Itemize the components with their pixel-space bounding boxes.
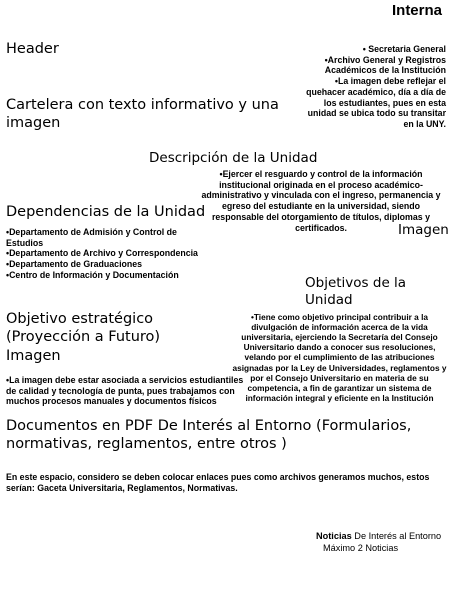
noticias-line-2: Máximo 2 Noticias (323, 542, 399, 553)
imagen-note: •La imagen debe estar asociada a servicios estudiantiles de calidad y tecnología de punta, pues trabajamos con muchos procesos manuales y documentos físicos (6, 375, 244, 407)
descripcion-label: Descripción de la Unidad (149, 150, 318, 166)
noticias-bold: Noticias (316, 531, 352, 541)
objetivo-estrategico-label: Objetivo estratégico (Proyección a Futuro) (6, 311, 161, 346)
header-label: Header (6, 41, 59, 57)
documentos-text: En este espacio, considero se deben colocar enlaces pues como archivos generamos muchos, estos serían: Gaceta Universitaria, Reglamentos, Normativas. (6, 472, 430, 493)
documentos-label: Documentos en PDF De Interés al Entorno (Formularios, normativas, reglamentos, entre otros ) (6, 418, 412, 453)
slide-title: Interna (391, 2, 442, 19)
dependencia-item-archivo: •Departamento de Archivo y Correspondencia (6, 248, 198, 259)
dependencia-item-graduaciones: •Departamento de Graduaciones (6, 259, 143, 270)
dependencias-list (6, 227, 202, 281)
objetivos-text: •Tiene como objetivo principal contribuir a la divulgación de información acerca de la vida universitaria, ejerciendo la Secretaría del Consejo Universitario dando a conocer sus resoluciones, velando por el cumplimiento de las atribuciones asignadas por la Ley de Universidades, reglamentos y por el Consejo Universitario en materia de su competencia, a fin de garantizar un sistema de información integral y eficiente en la Institución (232, 312, 447, 403)
cartelera-note-secretaria: • Secretaria General (362, 44, 446, 54)
dependencia-item-centro: •Centro de Información y Documentación (6, 269, 179, 280)
cartelera-note-imagen: •La imagen debe reflejar el quehacer académico, día a día de los estudiantes, pues en esta unidad se ubica todo su transitar en la UNY. (306, 76, 446, 130)
cartelera-notes (302, 44, 446, 130)
noticias-rest: De Interés al Entorno (351, 531, 442, 541)
imagen-label-left: Imagen (6, 348, 61, 364)
noticias-line-1 (316, 531, 441, 543)
dependencias-label: Dependencias de la Unidad (6, 204, 206, 220)
cartelera-note-archivo: •Archivo General y Registros Académicos de la Institución (324, 54, 446, 76)
imagen-label-right: Imagen (398, 222, 449, 238)
descripcion-text: •Ejercer el resguardo y control de la información institucional originada en el proceso académico-administrativo y vinculada con el ingreso, permanencia y egreso del estudiante en la universidad, siendo responsable del otorgamiento de títulos, diplomas y certificados. (201, 169, 441, 233)
dependencia-item-admision: •Departamento de Admisión y Control de Estudios (6, 227, 177, 248)
cartelera-label: Cartelera con texto informativo y una imagen (6, 97, 279, 132)
objetivos-label: Objetivos de la Unidad (305, 275, 407, 308)
noticias-block (316, 531, 441, 554)
